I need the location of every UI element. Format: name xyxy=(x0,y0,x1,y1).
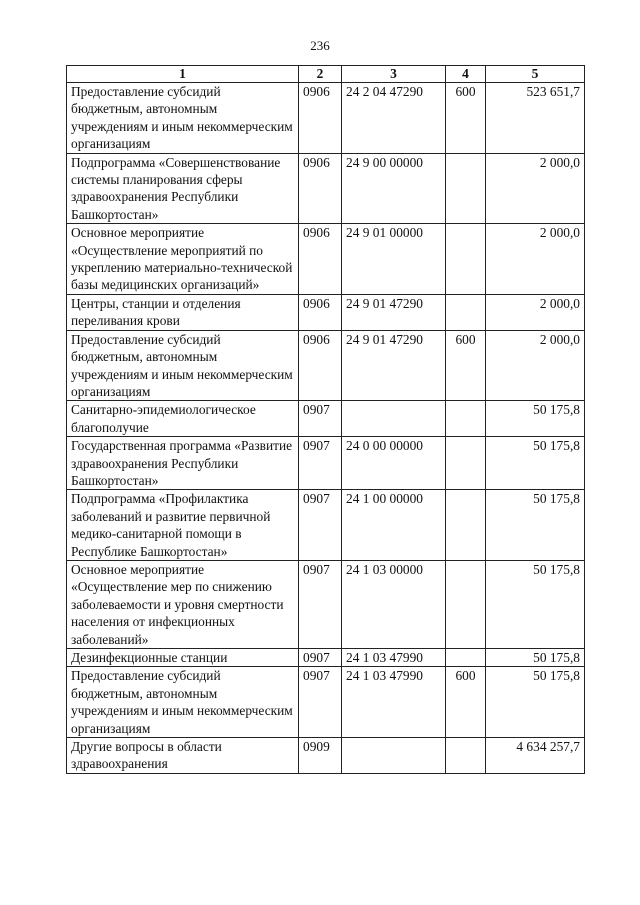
row-amount: 50 175,8 xyxy=(486,437,585,490)
row-name: Подпрограмма «Профилактика заболеваний и развитие первичной медико-санитарной помощи в Республике Башкортостан» xyxy=(67,490,299,561)
row-amount: 50 175,8 xyxy=(486,401,585,437)
row-expense-type xyxy=(446,649,486,667)
row-expense-type xyxy=(446,437,486,490)
header-col-5: 5 xyxy=(486,66,585,83)
table-row xyxy=(67,437,585,490)
row-section-code: 0907 xyxy=(299,490,342,561)
row-section-code: 0906 xyxy=(299,153,342,224)
table-row xyxy=(67,330,585,401)
row-section-code: 0906 xyxy=(299,83,342,154)
row-name: Основное мероприятие «Осуществление мероприятий по укреплению материально-технической базы медицинских организаций» xyxy=(67,224,299,295)
table-row xyxy=(67,153,585,224)
row-expense-type xyxy=(446,224,486,295)
row-amount: 4 634 257,7 xyxy=(486,738,585,774)
row-name: Основное мероприятие «Осуществление мер по снижению заболеваемости и уровня смертности населения от инфекционных заболеваний» xyxy=(67,560,299,648)
row-section-code: 0909 xyxy=(299,738,342,774)
row-target-code: 24 1 03 00000 xyxy=(342,560,446,648)
row-target-code: 24 0 00 00000 xyxy=(342,437,446,490)
row-expense-type xyxy=(446,153,486,224)
row-amount: 50 175,8 xyxy=(486,560,585,648)
row-section-code: 0907 xyxy=(299,667,342,738)
row-expense-type xyxy=(446,490,486,561)
row-target-code: 24 2 04 47290 xyxy=(342,83,446,154)
row-amount: 2 000,0 xyxy=(486,224,585,295)
header-col-4: 4 xyxy=(446,66,486,83)
row-name: Государственная программа «Развитие здравоохранения Республики Башкортостан» xyxy=(67,437,299,490)
row-target-code: 24 1 03 47990 xyxy=(342,667,446,738)
row-name: Центры, станции и отделения переливания крови xyxy=(67,294,299,330)
row-amount: 2 000,0 xyxy=(486,153,585,224)
row-name: Другие вопросы в области здравоохранения xyxy=(67,738,299,774)
header-col-1: 1 xyxy=(67,66,299,83)
table-row xyxy=(67,490,585,561)
row-section-code: 0907 xyxy=(299,437,342,490)
row-section-code: 0907 xyxy=(299,560,342,648)
table-row xyxy=(67,83,585,154)
table-row xyxy=(67,649,585,667)
row-amount: 50 175,8 xyxy=(486,490,585,561)
row-amount: 50 175,8 xyxy=(486,649,585,667)
row-section-code: 0906 xyxy=(299,224,342,295)
page-number: 236 xyxy=(310,38,330,53)
table-row xyxy=(67,667,585,738)
table-row xyxy=(67,294,585,330)
row-target-code: 24 9 01 00000 xyxy=(342,224,446,295)
header-col-3: 3 xyxy=(342,66,446,83)
row-name: Предоставление субсидий бюджетным, автономным учреждениям и иным некоммерческим организациям xyxy=(67,83,299,154)
row-expense-type: 600 xyxy=(446,83,486,154)
table-header-row xyxy=(67,66,585,83)
row-section-code: 0907 xyxy=(299,649,342,667)
row-target-code: 24 9 00 00000 xyxy=(342,153,446,224)
row-name: Предоставление субсидий бюджетным, автономным учреждениям и иным некоммерческим организациям xyxy=(67,667,299,738)
row-target-code: 24 1 03 47990 xyxy=(342,649,446,667)
row-amount: 50 175,8 xyxy=(486,667,585,738)
row-section-code: 0906 xyxy=(299,330,342,401)
row-expense-type xyxy=(446,294,486,330)
row-amount: 2 000,0 xyxy=(486,330,585,401)
row-target-code: 24 1 00 00000 xyxy=(342,490,446,561)
row-section-code: 0907 xyxy=(299,401,342,437)
row-expense-type xyxy=(446,401,486,437)
row-name: Предоставление субсидий бюджетным, автономным учреждениям и иным некоммерческим организациям xyxy=(67,330,299,401)
row-section-code: 0906 xyxy=(299,294,342,330)
row-target-code: 24 9 01 47290 xyxy=(342,294,446,330)
budget-table xyxy=(66,65,585,774)
row-expense-type xyxy=(446,560,486,648)
row-target-code: 24 9 01 47290 xyxy=(342,330,446,401)
table-row xyxy=(67,224,585,295)
header-col-2: 2 xyxy=(299,66,342,83)
row-name: Подпрограмма «Совершенствование системы планирования сферы здравоохранения Республики Башкортостан» xyxy=(67,153,299,224)
row-name: Санитарно-эпидемиологическое благополучие xyxy=(67,401,299,437)
row-expense-type xyxy=(446,738,486,774)
row-name: Дезинфекционные станции xyxy=(67,649,299,667)
row-amount: 523 651,7 xyxy=(486,83,585,154)
row-expense-type: 600 xyxy=(446,330,486,401)
table-row xyxy=(67,401,585,437)
row-expense-type: 600 xyxy=(446,667,486,738)
row-amount: 2 000,0 xyxy=(486,294,585,330)
table-row xyxy=(67,560,585,648)
row-target-code xyxy=(342,738,446,774)
table-row xyxy=(67,738,585,774)
row-target-code xyxy=(342,401,446,437)
